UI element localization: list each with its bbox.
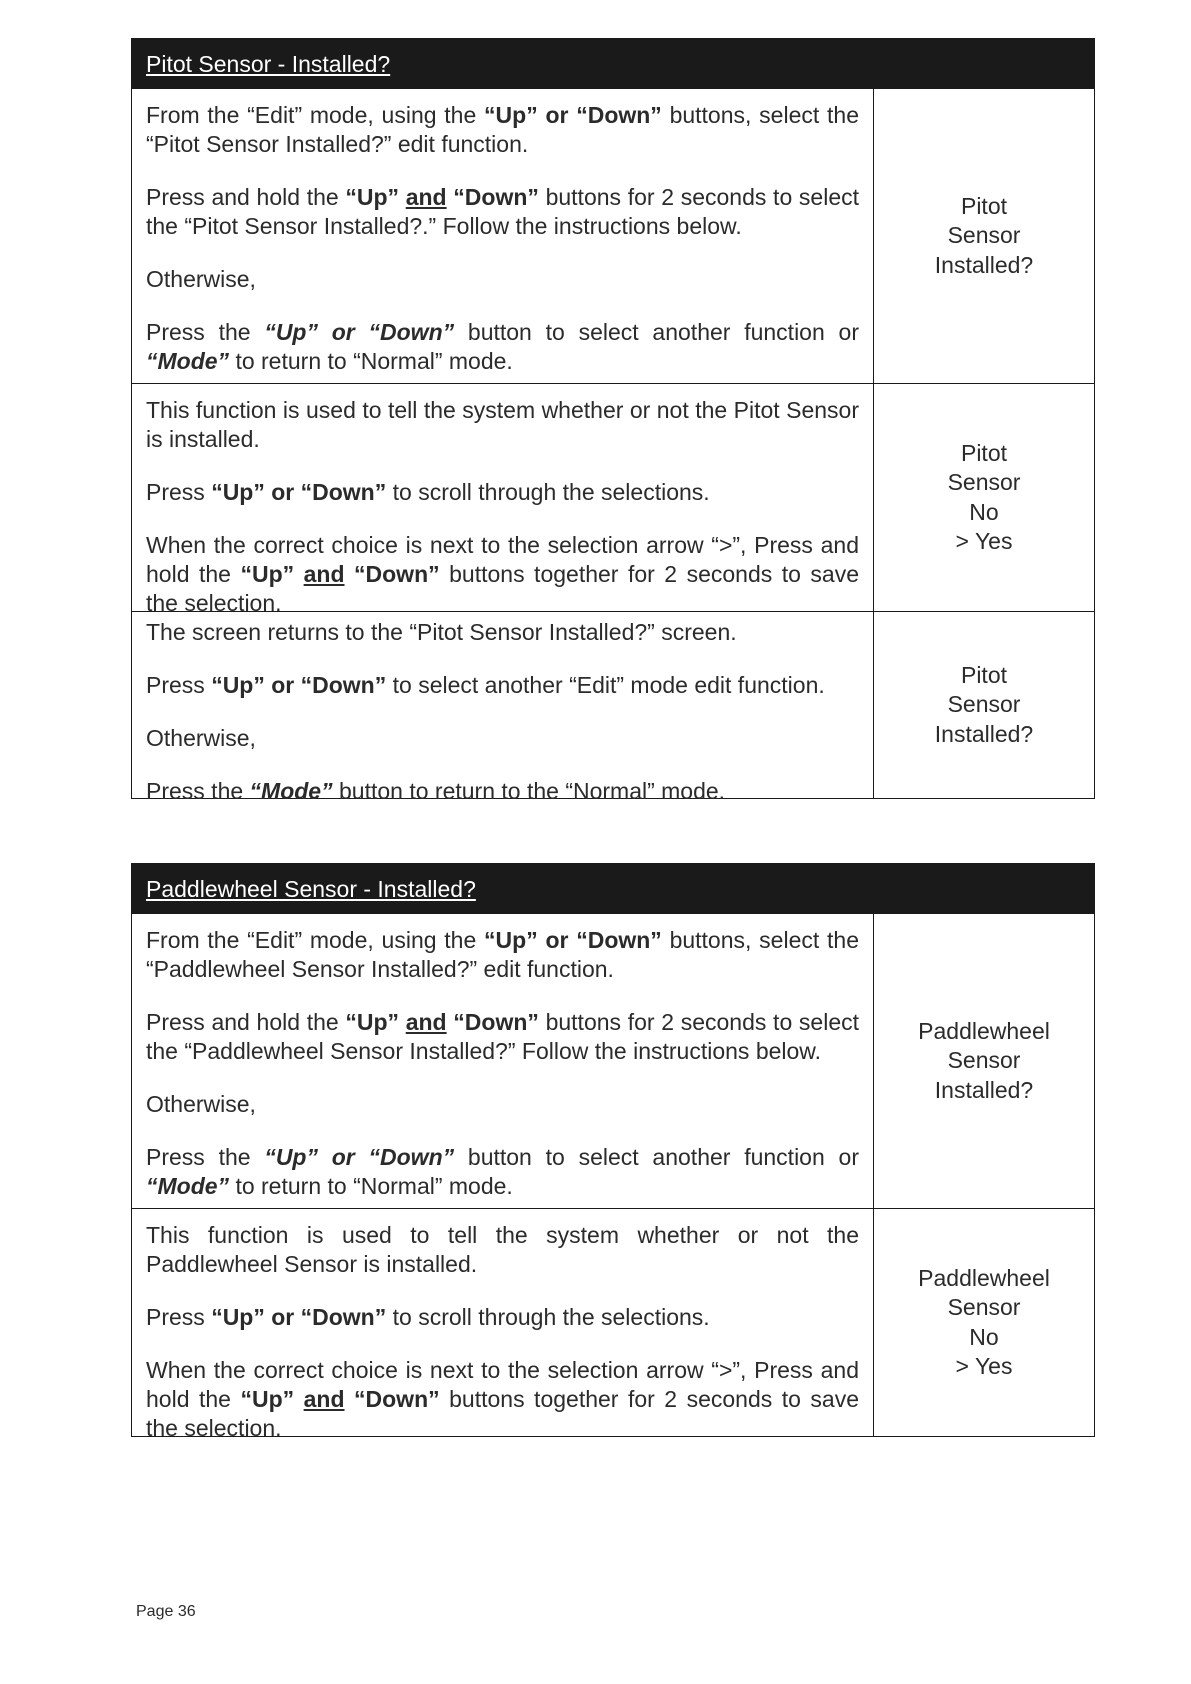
page-number: Page 36 <box>136 1603 196 1620</box>
display-line: Sensor <box>947 691 1021 718</box>
display-line: Paddlewheel <box>918 1264 1050 1291</box>
display-line: Paddlewheel <box>918 1017 1050 1044</box>
display-line: Installed? <box>934 720 1034 747</box>
display-line: Pitot <box>960 192 1008 219</box>
display-line: > Yes <box>955 528 1013 554</box>
section-header: Pitot Sensor - Installed? <box>132 39 1094 89</box>
paragraph: Press the “Up” or “Down” button to select another function or “Mode” to return to “Normal” mode. <box>146 319 859 374</box>
display-screen-cell <box>874 914 1094 1208</box>
display-line: Pitot <box>960 661 1008 688</box>
table-row <box>132 1208 1094 1441</box>
paragraph: Press and hold the “Up” and “Down” buttons for 2 seconds to select the “Paddlewheel Sensor Installed?” Follow the instructions below. <box>146 1009 860 1064</box>
display-screen-cell <box>874 384 1094 611</box>
display-line: Installed? <box>934 1076 1034 1103</box>
paragraph: Otherwise, <box>146 266 256 292</box>
paragraph: When the correct choice is next to the selection arrow “>”, Press and hold the “Up” and “Down” buttons together for 2 seconds to save the selection. <box>146 1357 859 1441</box>
paragraph: Otherwise, <box>146 725 256 751</box>
paragraph: Press the “Mode” button to return to the “Normal” mode. <box>146 778 726 804</box>
paragraph: Press the “Up” or “Down” button to select another function or “Mode” to return to “Normal” mode. <box>146 1144 859 1199</box>
display-screen-cell <box>874 1209 1094 1436</box>
instruction-cell <box>132 612 874 804</box>
paragraph: This function is used to tell the system whether or not the Pitot Sensor is installed. <box>146 397 859 452</box>
paragraph: From the “Edit” mode, using the “Up” or “Down” buttons, select the “Pitot Sensor Installed?” edit function. <box>146 102 859 157</box>
paragraph: When the correct choice is next to the selection arrow “>”, Press and hold the “Up” and “Down” buttons together for 2 seconds to save the selection. <box>146 532 859 616</box>
paragraph: Press “Up” or “Down” to scroll through the selections. <box>146 479 710 505</box>
display-line: No <box>969 498 999 525</box>
paragraph: Press “Up” or “Down” to scroll through the selections. <box>146 1304 710 1330</box>
paragraph: Press “Up” or “Down” to select another “Edit” mode edit function. <box>146 672 825 698</box>
display-line: Installed? <box>934 251 1034 278</box>
section-header: Paddlewheel Sensor - Installed? <box>132 864 1094 914</box>
instruction-cell <box>132 89 874 383</box>
display-line: Sensor <box>947 1047 1021 1074</box>
display-line: Sensor <box>947 1294 1021 1320</box>
paragraph: This function is used to tell the system whether or not the Paddlewheel Sensor is installed. <box>146 1222 859 1277</box>
table-row <box>132 611 1094 804</box>
display-screen-cell <box>874 612 1094 798</box>
paragraph: The screen returns to the “Pitot Sensor Installed?” screen. <box>146 619 737 645</box>
display-screen-cell <box>874 89 1094 383</box>
instruction-cell <box>132 384 874 616</box>
display-line: Sensor <box>947 469 1021 495</box>
table-row <box>132 89 1094 383</box>
display-line: > Yes <box>955 1353 1013 1379</box>
table-row <box>132 383 1094 616</box>
section-pitot-sensor <box>131 38 1095 804</box>
instruction-cell <box>132 1209 874 1441</box>
paragraph: From the “Edit” mode, using the “Up” or “Down” buttons, select the “Paddlewheel Sensor Installed?” edit function. <box>146 927 859 982</box>
display-line: Pitot <box>960 439 1008 466</box>
instruction-cell <box>132 914 874 1208</box>
display-line: Sensor <box>947 222 1021 249</box>
section-paddlewheel-sensor <box>131 863 1095 1441</box>
table-row <box>132 914 1094 1208</box>
paragraph: Otherwise, <box>146 1091 256 1117</box>
display-line: No <box>969 1323 999 1350</box>
paragraph: Press and hold the “Up” and “Down” buttons for 2 seconds to select the “Pitot Sensor Installed?.” Follow the instructions below. <box>146 184 860 239</box>
